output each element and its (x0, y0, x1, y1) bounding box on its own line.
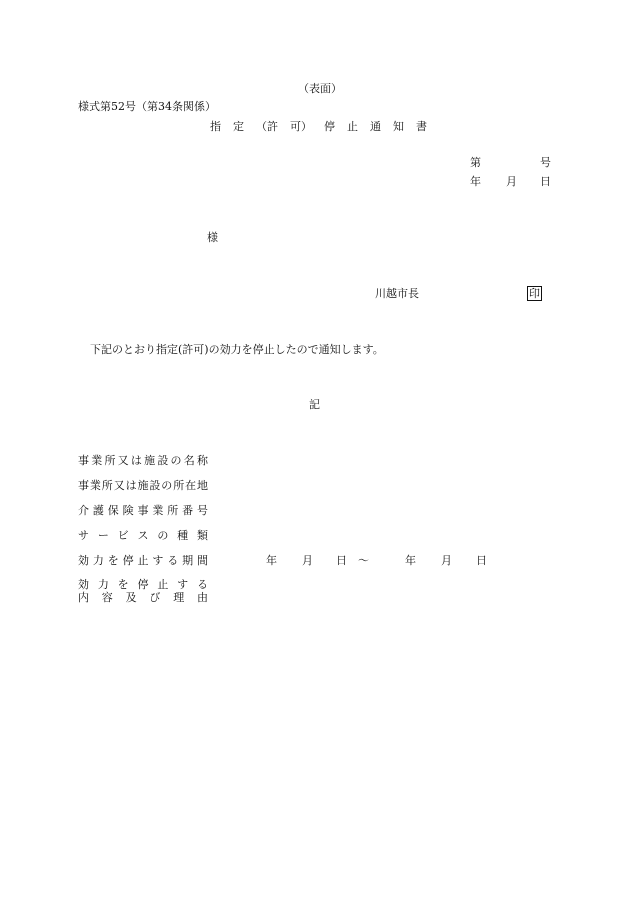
title-char: 知 (393, 120, 404, 133)
label-suspension-period: 効力を停止する期間 (78, 554, 208, 567)
date-month: 月 (506, 175, 517, 188)
document-title (210, 120, 439, 133)
label-facility-address: 事業所又は施設の所在地 (78, 479, 208, 492)
title-char: 通 (370, 120, 381, 133)
label-facility-name: 事業所又は施設の名称 (78, 454, 208, 467)
period-to-day: 日 (476, 554, 487, 567)
period-to-year: 年 (405, 554, 416, 567)
label-care-number: 介護保険事業所番号 (78, 504, 208, 517)
number-suffix: 号 (540, 156, 551, 169)
title-char: 停 (324, 120, 335, 133)
period-tilde: ～ (358, 554, 369, 567)
addressee-honorific: 様 (207, 231, 218, 244)
label-reason-line2: 内容及び理由 (78, 591, 208, 605)
form-number: 様式第52号（第34条関係） (78, 100, 216, 113)
label-reason-line1: 効力を停止する (78, 578, 208, 591)
number-prefix: 第 (470, 156, 481, 169)
date-day: 日 (540, 175, 551, 188)
period-to-month: 月 (441, 554, 452, 567)
period-from-month: 月 (302, 554, 313, 567)
sender-title: 川越市長 (375, 287, 419, 300)
title-char: 可） (290, 120, 312, 133)
seal-mark (527, 286, 542, 301)
title-char: 定 (233, 120, 244, 133)
title-char: 指 (210, 120, 221, 133)
label-reason (78, 578, 208, 604)
title-char: 書 (416, 120, 427, 133)
ki-heading: 記 (309, 398, 320, 411)
period-from-day: 日 (336, 554, 347, 567)
seal-icon: 印 (529, 287, 540, 300)
side-label: （表面） (298, 82, 342, 95)
title-char: （許 (256, 120, 278, 133)
period-from-year: 年 (266, 554, 277, 567)
date-year: 年 (470, 175, 481, 188)
notice-text: 下記のとおり指定(許可)の効力を停止したので通知します。 (90, 343, 384, 356)
label-service-type: サービスの種類 (78, 529, 208, 542)
title-char: 止 (347, 120, 358, 133)
